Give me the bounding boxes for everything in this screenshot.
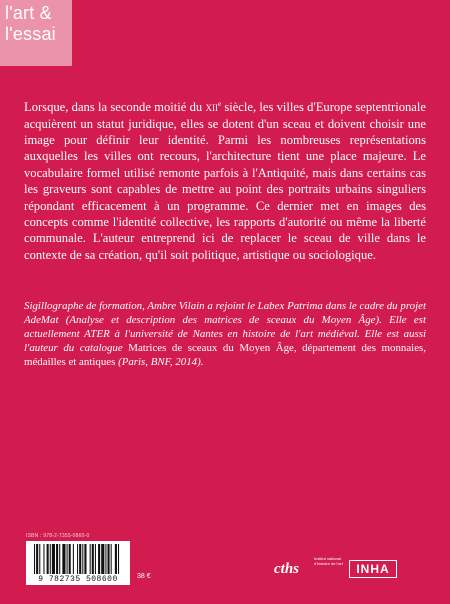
bio-roman: Matrices de sceaux du Moyen Âge, département des monnaies, médailles et antiques — [24, 342, 426, 368]
barcode-digits: 9 782735 508600 — [26, 575, 130, 585]
price: 38 € — [137, 573, 151, 580]
summary-century: xii — [205, 100, 218, 115]
summary-part1: Lorsque, dans la seconde moitié du — [24, 100, 206, 115]
summary-century-sup: e — [217, 100, 222, 108]
series-label-line1: l'art & — [5, 3, 52, 23]
cths-logo: cths — [274, 561, 300, 577]
series-label-line2: l'essai — [5, 24, 56, 44]
barcode-bars — [26, 541, 130, 575]
inha-logo: INHA — [349, 560, 397, 578]
series-label — [0, 0, 72, 66]
bio-italic1: Sigillographe de formation, Ambre Vilain a rejoint le Labex Patrima dans le cadre du projet AdeMat (Analyse et description des matrices de sceaux du Moyen Âge). Elle est actuellement ATER à l'université de Nantes en histoire de l'art médiéval. Elle est aussi l'auteur du catalogue — [24, 300, 426, 354]
summary-part2: siècle, les villes d'Europe septentrionale acquièrent un statut juridique, elles se dotent d'un sceau et doivent choisir une image pour définir leur identité. Parmi les nombreuses représentations auxquelles les villes ont recours, l'architecture tient une place majeure. Le vocabulaire formel utilisé remonte parfois à l'Antiquité, mais dans certains cas les graveurs sont capables de mettre au point des portraits urbains singuliers répondant efficacement à un programme. Ce dernier met en images des concepts comme l'identité collective, les rapports d'autorité ou même la liberté communale. L'auteur entreprend ici de replacer le sceau de ville dans le contexte de sa création, qu'il soit politique, artistique ou sociologique. — [24, 100, 426, 262]
institute-logo-text: Institut national d'histoire de l'art — [314, 556, 343, 566]
book-summary — [24, 96, 426, 263]
isbn-text: ISBN : 978-2-7355-0860-0 — [26, 533, 90, 539]
bio-italic2: (Paris, BNF, 2014). — [115, 356, 204, 368]
author-bio — [24, 299, 426, 369]
barcode — [26, 541, 130, 585]
